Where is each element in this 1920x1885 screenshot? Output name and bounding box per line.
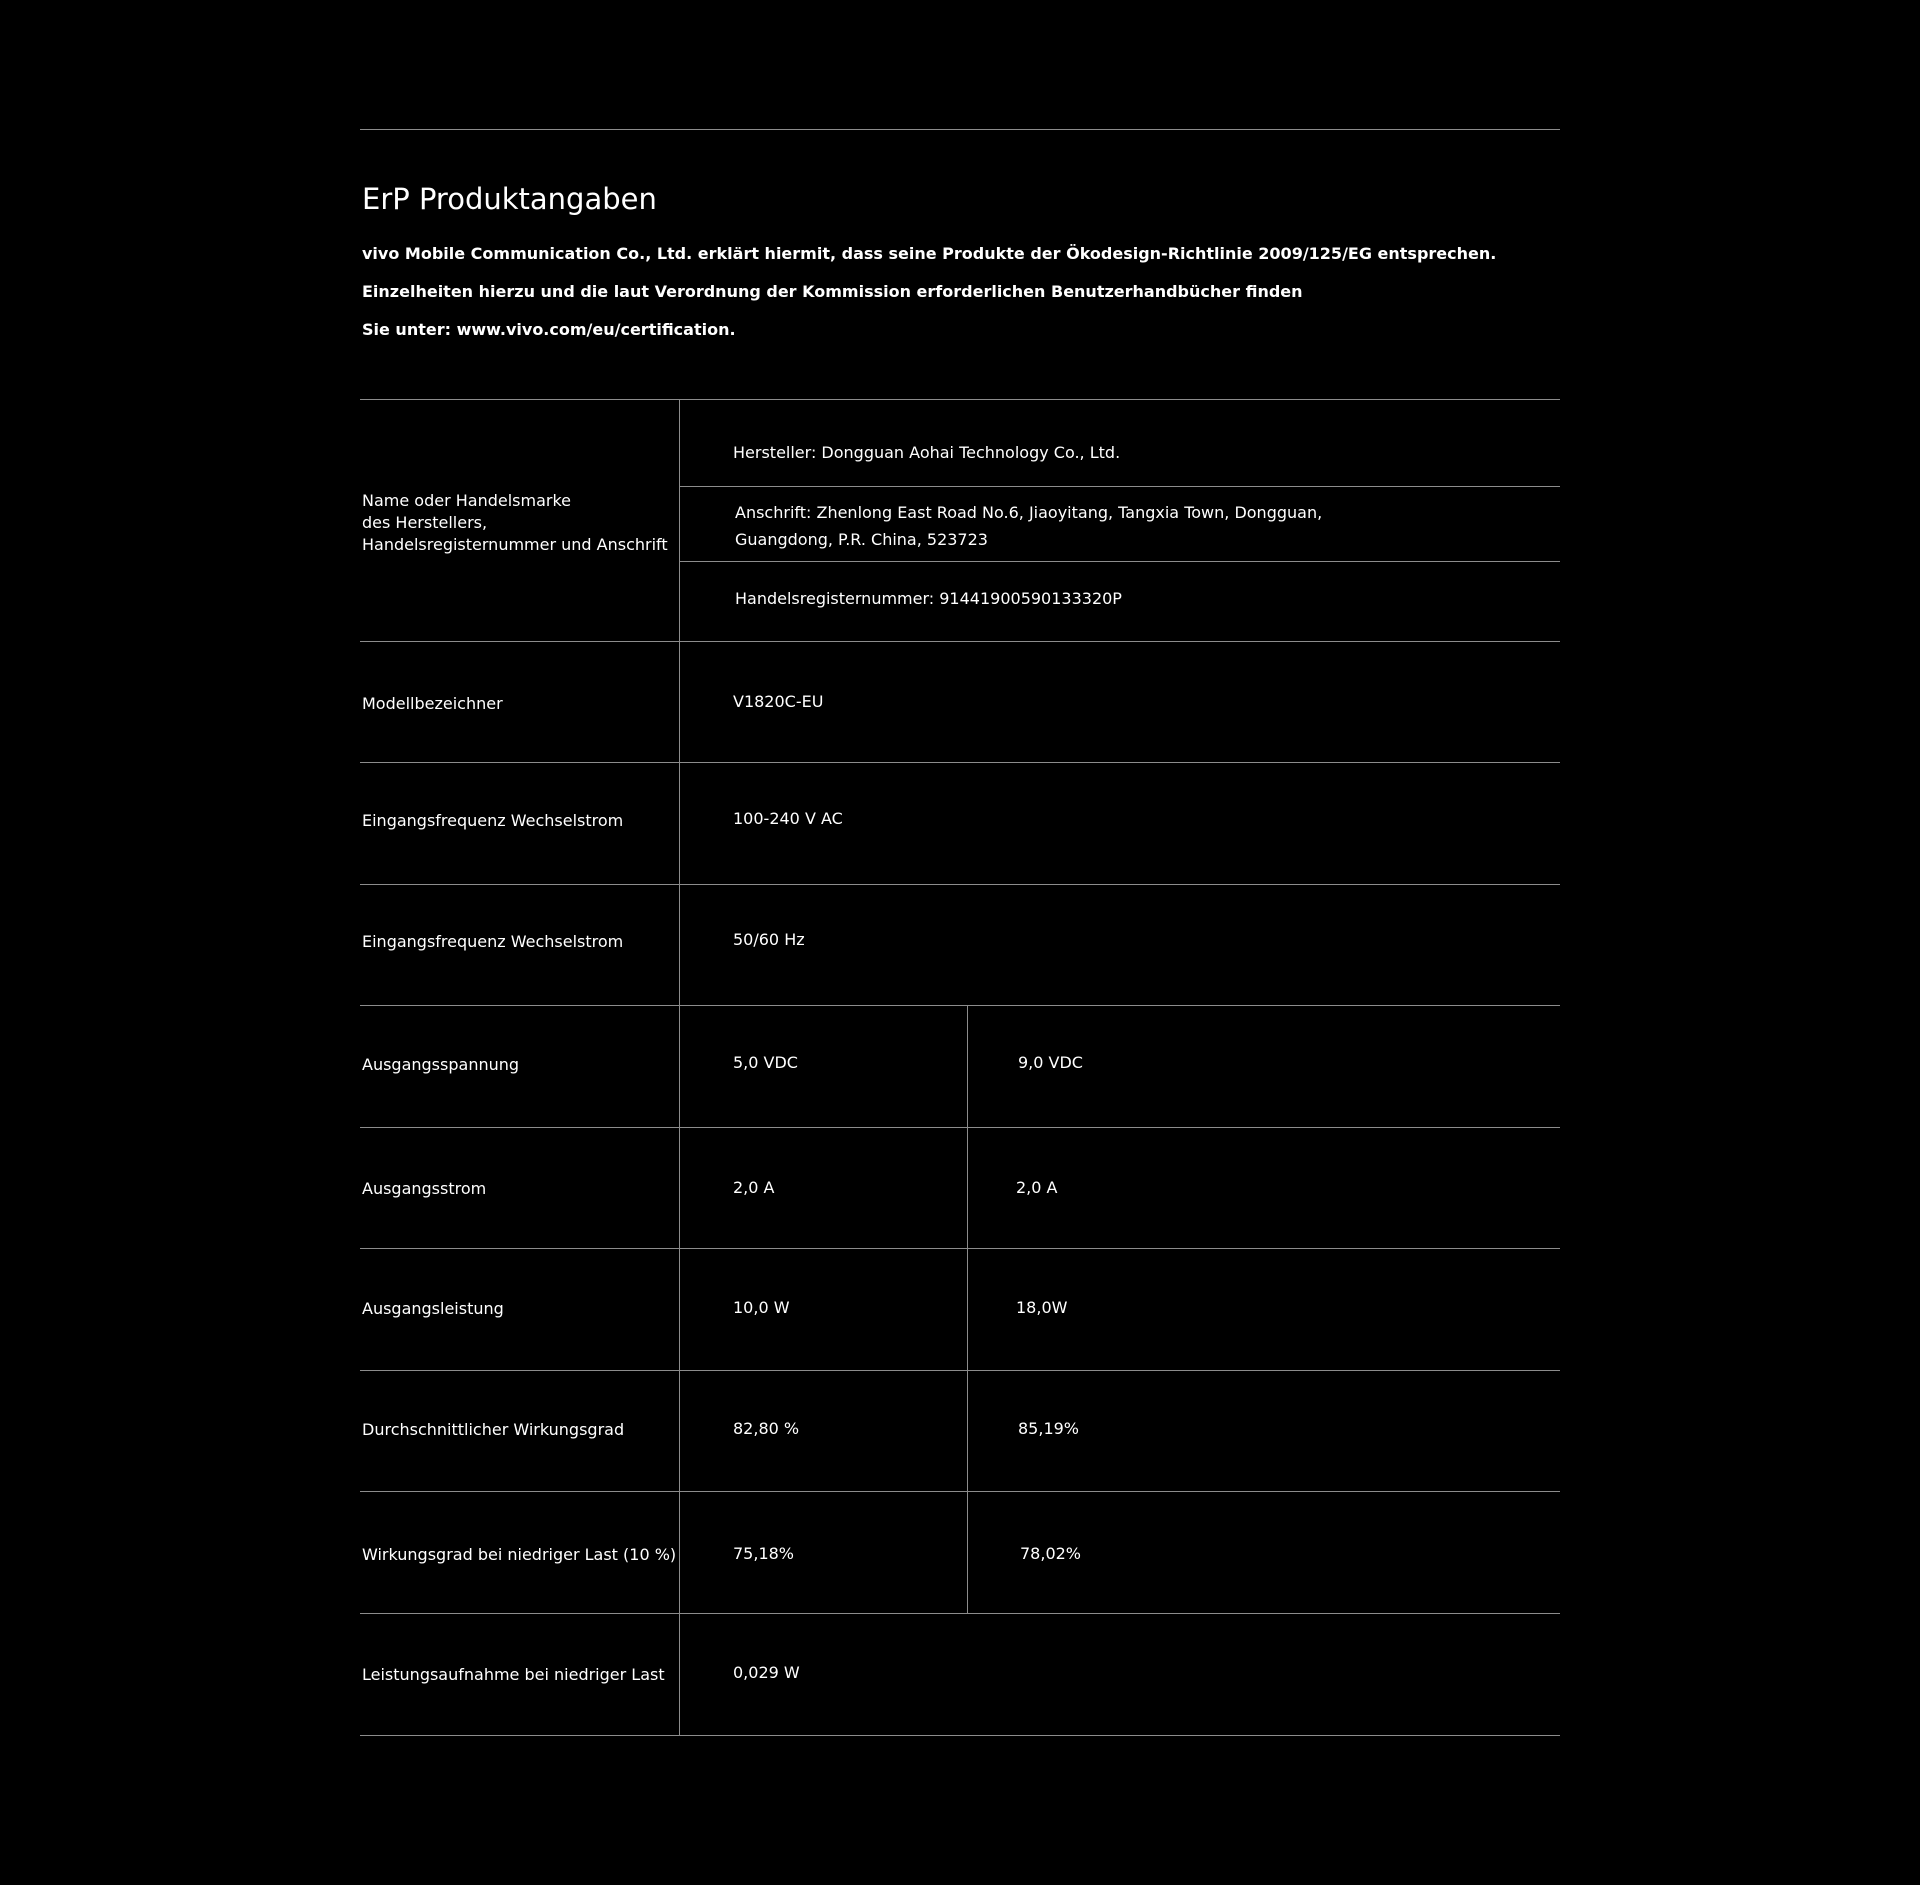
row-divider xyxy=(360,1370,1560,1371)
manufacturer-inner-divider-2 xyxy=(680,561,1560,562)
manufacturer-name: Hersteller: Dongguan Aohai Technology Co., Ltd. xyxy=(733,443,1121,462)
manufacturer-address-line: Guangdong, P.R. China, 523723 xyxy=(735,530,988,549)
row-label-input-frequency: Eingangsfrequenz Wechselstrom xyxy=(362,932,624,951)
row-label-low-load-power: Leistungsaufnahme bei niedriger Last xyxy=(362,1665,665,1684)
intro-line: Sie unter: www.vivo.com/eu/certification. xyxy=(362,320,736,339)
row-label-model: Modellbezeichner xyxy=(362,694,503,713)
top-divider xyxy=(360,129,1560,130)
row-value-output-power-b: 18,0W xyxy=(1016,1298,1068,1317)
row-divider xyxy=(360,1613,1560,1614)
row-value-model: V1820C-EU xyxy=(733,692,824,711)
manufacturer-registration: Handelsregisternummer: 91441900590133320P xyxy=(735,589,1122,608)
row-value-low-load-efficiency-a: 75,18% xyxy=(733,1544,795,1563)
row-label-input-voltage: Eingangsfrequenz Wechselstrom xyxy=(362,811,624,830)
row-divider xyxy=(360,1491,1560,1492)
row-value-low-load-efficiency-b: 78,02% xyxy=(1020,1544,1082,1563)
manufacturer-address-line: Anschrift: Zhenlong East Road No.6, Jiaoyitang, Tangxia Town, Dongguan, xyxy=(735,503,1323,522)
manufacturer-inner-divider-1 xyxy=(680,486,1560,487)
row-divider xyxy=(360,884,1560,885)
manufacturer-label-line: Name oder Handelsmarke xyxy=(362,491,572,510)
page-title: ErP Produktangaben xyxy=(362,182,657,216)
row-label-average-efficiency: Durchschnittlicher Wirkungsgrad xyxy=(362,1420,625,1439)
row-divider xyxy=(360,1248,1560,1249)
row-label-output-current: Ausgangsstrom xyxy=(362,1179,487,1198)
row-value-input-frequency: 50/60 Hz xyxy=(733,930,805,949)
row-value-average-efficiency-b: 85,19% xyxy=(1018,1419,1080,1438)
manufacturer-label xyxy=(362,490,668,556)
row-label-low-load-efficiency: Wirkungsgrad bei niedriger Last (10 %) xyxy=(362,1545,677,1564)
manufacturer-label-line: Handelsregisternummer und Anschrift xyxy=(362,535,668,554)
row-value-input-voltage: 100-240 V AC xyxy=(733,809,843,828)
table-top-border xyxy=(360,399,1560,400)
manufacturer-address xyxy=(735,499,1322,553)
row-value-average-efficiency-a: 82,80 % xyxy=(733,1419,800,1438)
row-value-low-load-power: 0,029 W xyxy=(733,1663,800,1682)
row-label-output-voltage: Ausgangsspannung xyxy=(362,1055,520,1074)
label-column-divider xyxy=(679,399,680,1735)
table-bottom-border xyxy=(360,1735,1560,1736)
manufacturer-label-line: des Herstellers, xyxy=(362,513,488,532)
intro-line: Einzelheiten hierzu und die laut Verordnung der Kommission erforderlichen Benutzerhandbücher finden xyxy=(362,282,1303,301)
row-value-output-voltage-a: 5,0 VDC xyxy=(733,1053,798,1072)
row-label-output-power: Ausgangsleistung xyxy=(362,1299,504,1318)
value-column-divider xyxy=(967,1005,968,1613)
row-divider xyxy=(360,1005,1560,1006)
row-value-output-current-a: 2,0 A xyxy=(733,1178,775,1197)
row-value-output-voltage-b: 9,0 VDC xyxy=(1018,1053,1083,1072)
row-divider xyxy=(360,1127,1560,1128)
row-divider xyxy=(360,762,1560,763)
row-value-output-power-a: 10,0 W xyxy=(733,1298,790,1317)
intro-line: vivo Mobile Communication Co., Ltd. erklärt hiermit, dass seine Produkte der Ökodesign-Richtlinie 2009/125/EG entsprechen. xyxy=(362,244,1497,263)
row-divider xyxy=(360,641,1560,642)
row-value-output-current-b: 2,0 A xyxy=(1016,1178,1058,1197)
